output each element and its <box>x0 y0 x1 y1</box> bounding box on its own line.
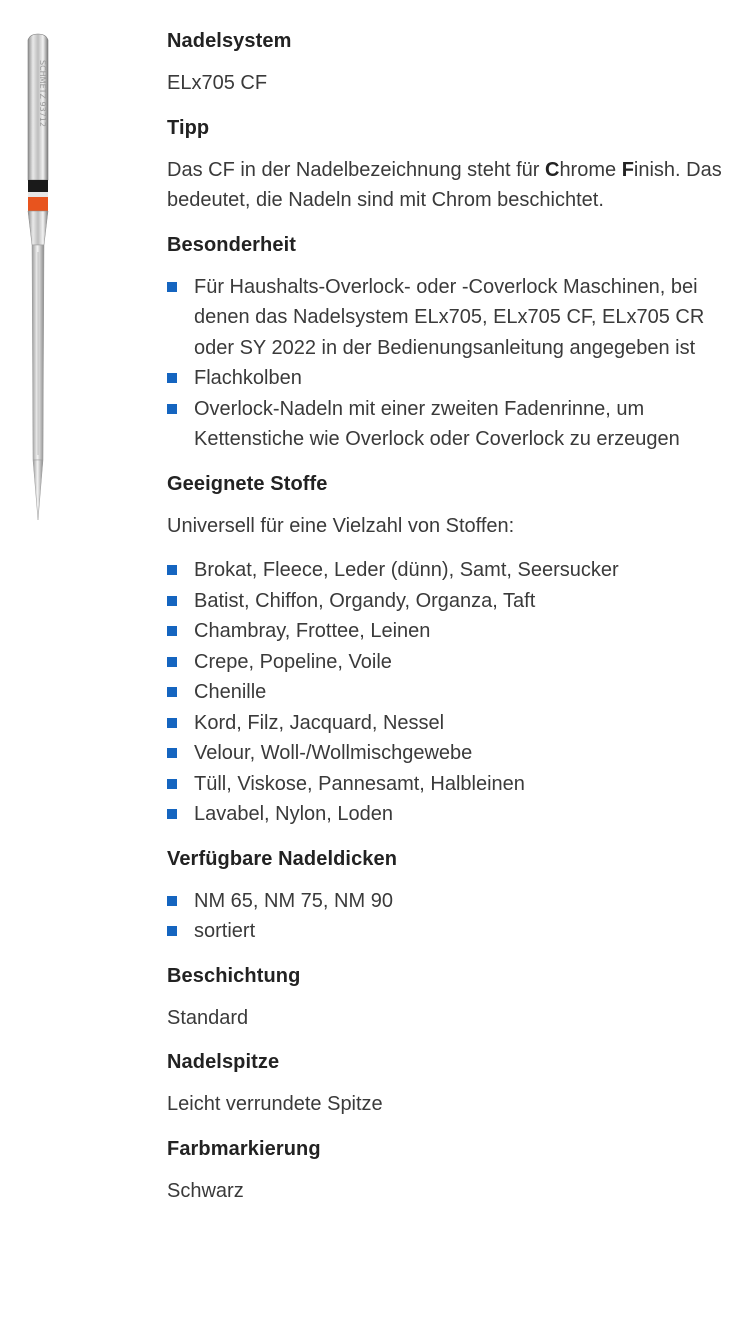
bullet-square-icon <box>167 596 177 606</box>
list-item: Velour, Woll-/Wollmischgewebe <box>167 738 727 769</box>
sewing-needle-icon <box>18 30 58 522</box>
bullet-square-icon <box>167 779 177 789</box>
besonderheit-heading: Besonderheit <box>167 233 297 256</box>
nadelsystem-heading: Nadelsystem <box>167 30 292 52</box>
bullet-square-icon <box>167 657 177 667</box>
list-item: Für Haushalts-Overlock- oder -Coverlock Maschinen, bei denen das Nadelsystem ELx705, ELx705 CF, ELx705 CR oder SY 2022 in der Bedienungsanleitung angegeben ist <box>167 272 727 364</box>
tipp-heading: Tipp <box>167 116 210 139</box>
bullet-square-icon <box>167 748 177 758</box>
tipp-text: Das CF in der Nadelbezeichnung steht für Chrome Finish. Das bedeutet, die Nadeln sind mit Chrom beschichtet. <box>167 158 722 211</box>
bullet-square-icon <box>167 896 177 906</box>
nadelsystem-value: ELx705 CF <box>167 72 268 94</box>
list-item: Chambray, Frottee, Leinen <box>167 616 727 647</box>
list-item: sortiert <box>167 916 727 947</box>
stoffe-intro: Universell für eine Vielzahl von Stoffen: <box>167 514 515 537</box>
list-item: Kord, Filz, Jacquard, Nessel <box>167 708 727 739</box>
list-item: NM 65, NM 75, NM 90 <box>167 886 727 917</box>
farbe-value: Schwarz <box>167 1179 244 1202</box>
beschichtung-value: Standard <box>167 1006 249 1029</box>
dicken-list <box>167 886 727 947</box>
bullet-square-icon <box>167 565 177 575</box>
list-item: Flachkolben <box>167 363 727 394</box>
spitze-heading: Nadelspitze <box>167 1051 280 1073</box>
farbe-heading: Farbmarkierung <box>167 1137 321 1160</box>
bullet-square-icon <box>167 718 177 728</box>
sewing-needle-image <box>18 30 58 522</box>
list-item: Crepe, Popeline, Voile <box>167 647 727 678</box>
besonderheit-list <box>167 272 727 455</box>
needle-engraving: SCHMETZ 93712 <box>38 60 47 127</box>
list-item: Overlock-Nadeln mit einer zweiten Fadenrinne, um Kettenstiche wie Overlock oder Coverlock zu erzeugen <box>167 394 727 455</box>
list-item: Brokat, Fleece, Leder (dünn), Samt, Seersucker <box>167 555 727 586</box>
stoffe-list <box>167 555 727 830</box>
stoffe-heading: Geeignete Stoffe <box>167 472 328 495</box>
spitze-value: Leicht verrundete Spitze <box>167 1093 383 1115</box>
bullet-square-icon <box>167 687 177 697</box>
bullet-square-icon <box>167 373 177 383</box>
list-item: Lavabel, Nylon, Loden <box>167 799 727 830</box>
product-details <box>167 26 727 1220</box>
beschichtung-heading: Beschichtung <box>167 964 301 987</box>
bullet-square-icon <box>167 626 177 636</box>
dicken-heading: Verfügbare Nadeldicken <box>167 847 398 870</box>
list-item: Batist, Chiffon, Organdy, Organza, Taft <box>167 586 727 617</box>
bullet-square-icon <box>167 926 177 936</box>
bullet-square-icon <box>167 809 177 819</box>
bullet-square-icon <box>167 282 177 292</box>
list-item: Chenille <box>167 677 727 708</box>
list-item: Tüll, Viskose, Pannesamt, Halbleinen <box>167 769 727 800</box>
bullet-square-icon <box>167 404 177 414</box>
